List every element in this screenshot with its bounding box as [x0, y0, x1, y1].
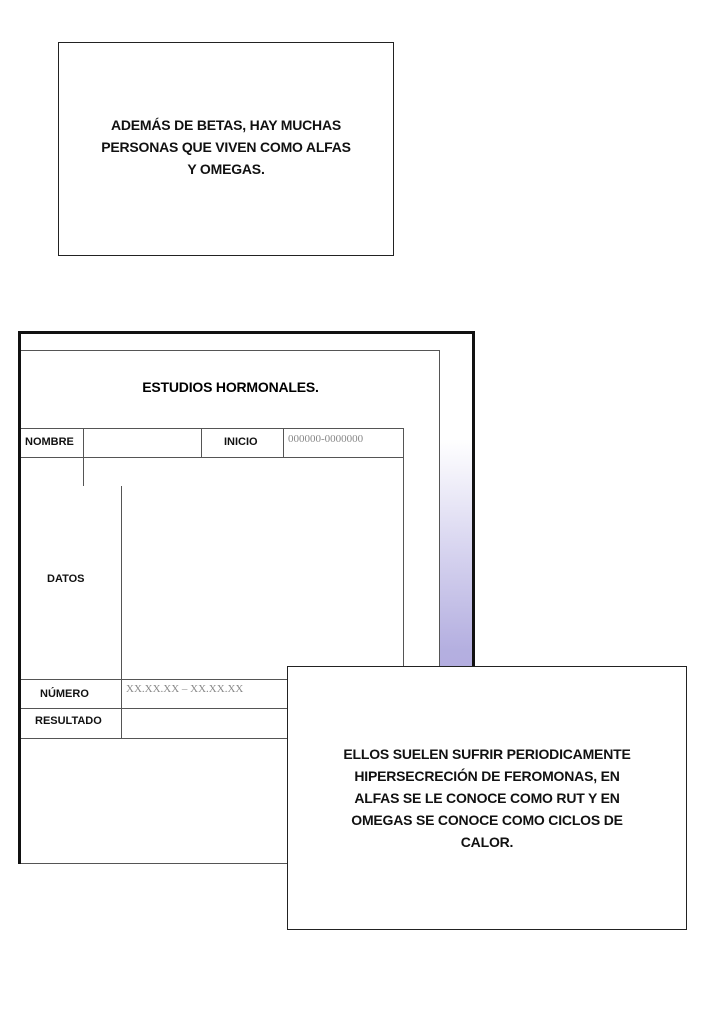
datos-field[interactable] — [121, 486, 404, 680]
resultado-label: RESULTADO — [35, 715, 102, 727]
caption-text-bottom — [288, 743, 686, 853]
caption-line: ELLOS SUELEN SUFRIR PERIODICAMENTE — [343, 746, 631, 762]
inicio-label-cell — [201, 428, 284, 458]
blank-label-cell — [21, 457, 84, 487]
caption-box-top — [58, 42, 394, 256]
caption-line: ADEMÁS DE BETAS, HAY MUCHAS — [110, 117, 342, 133]
caption-text-top — [59, 114, 393, 180]
inicio-label: INICIO — [224, 436, 258, 448]
inicio-field[interactable] — [283, 428, 404, 458]
caption-line: OMEGAS SE CONOCE COMO CICLOS DE — [351, 812, 623, 828]
form-title: ESTUDIOS HORMONALES. — [142, 379, 319, 395]
caption-line: PERSONAS QUE VIVEN COMO ALFAS — [101, 139, 351, 155]
caption-line: ALFAS SE LE CONOCE COMO RUT Y EN — [354, 790, 620, 806]
blank-field[interactable] — [83, 457, 404, 487]
nombre-label-cell — [21, 428, 84, 458]
nombre-label: NOMBRE — [25, 436, 74, 448]
numero-placeholder: XX.XX.XX – XX.XX.XX — [126, 683, 244, 695]
datos-label: DATOS — [47, 573, 85, 585]
inicio-placeholder: 000000-0000000 — [288, 433, 364, 445]
caption-line: CALOR. — [460, 834, 514, 850]
numero-label-cell — [21, 679, 122, 709]
caption-line: HIPERSECRECIÓN DE FEROMONAS, EN — [354, 768, 620, 784]
numero-label: NÚMERO — [40, 688, 89, 700]
caption-box-bottom — [287, 666, 687, 930]
resultado-label-cell — [21, 708, 122, 739]
nombre-field[interactable] — [83, 428, 202, 458]
caption-line: Y OMEGAS. — [187, 161, 265, 177]
datos-label-cell — [21, 486, 122, 680]
